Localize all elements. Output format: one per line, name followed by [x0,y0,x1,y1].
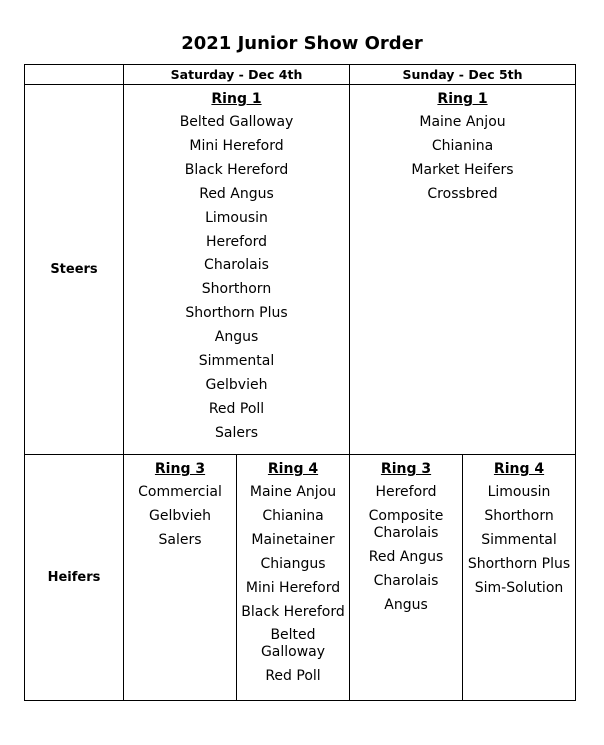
breed-item: Mainetainer [251,531,335,548]
ring-heading: Ring 3 [154,461,206,477]
sunday-header: Sunday - Dec 5th [350,65,576,85]
breed-item: Red Poll [208,400,265,417]
breed-item: Simmental [481,531,557,548]
ring-heading: Ring 1 [437,91,488,107]
breed-item: Salers [158,531,202,548]
breed-item: Gelbvieh [149,507,211,524]
ring-heading: Ring 4 [267,461,319,477]
heifers-row [25,455,576,701]
show-order-table [24,64,576,701]
breed-item: Limousin [487,484,551,500]
breed-item: Chianina [262,507,324,524]
breed-item: Limousin [205,209,268,226]
breed-item: Chianina [431,137,494,154]
breed-item: Hereford [375,484,437,500]
breed-item: Shorthorn [201,281,272,298]
header-row [25,65,576,85]
breed-item: Maine Anjou [249,484,337,500]
breed-item: Sim-Solution [474,579,564,596]
breed-list [124,111,349,446]
breed-list [124,481,236,553]
page-title: 2021 Junior Show Order [181,33,423,54]
breed-item: Red Angus [199,185,274,202]
corner-cell [25,65,124,85]
breed-item: Angus [384,596,428,613]
heifers-saturday-ring4-cell [237,455,350,701]
breed-item: Charolais [204,257,269,274]
breed-item: Composite Charolais [368,507,444,541]
heifers-sunday-ring3-cell [350,455,463,701]
breed-item: Salers [214,424,259,441]
breed-item: Market Heifers [411,161,514,178]
breed-item: Black Hereford [241,603,345,620]
heifers-saturday-ring3-cell [124,455,237,701]
heifers-label: Heifers [25,455,124,701]
breed-item: Chiangus [260,555,326,572]
breed-list [350,481,462,618]
breed-list [350,111,575,207]
saturday-header: Saturday - Dec 4th [124,65,350,85]
breed-item: Shorthorn Plus [185,305,288,322]
steers-saturday-cell [124,85,350,455]
breed-item: Charolais [373,572,439,589]
steers-sunday-cell [350,85,576,455]
ring-heading: Ring 4 [493,461,545,477]
breed-item: Red Poll [265,668,321,685]
breed-item: Black Hereford [184,161,289,178]
steers-row [25,85,576,455]
breed-item: Mini Hereford [245,579,341,596]
breed-list [463,481,575,601]
breed-item: Crossbred [427,185,498,202]
breed-item: Red Angus [368,548,444,565]
breed-item: Mini Hereford [189,137,284,154]
ring-heading: Ring 1 [211,91,262,107]
steers-label: Steers [25,85,124,455]
breed-item: Belted Galloway [179,114,294,130]
ring-heading: Ring 3 [380,461,432,477]
breed-item: Shorthorn [484,507,554,524]
breed-item: Gelbvieh [205,376,268,393]
breed-item: Maine Anjou [419,114,506,130]
breed-item: Angus [214,329,259,346]
heifers-sunday-ring4-cell [463,455,576,701]
breed-item: Hereford [205,233,268,250]
breed-item: Shorthorn Plus [467,555,571,572]
breed-list [237,481,349,689]
breed-item: Simmental [198,353,275,370]
breed-item: Commercial [138,484,222,500]
breed-item: Belted Galloway [260,627,326,661]
